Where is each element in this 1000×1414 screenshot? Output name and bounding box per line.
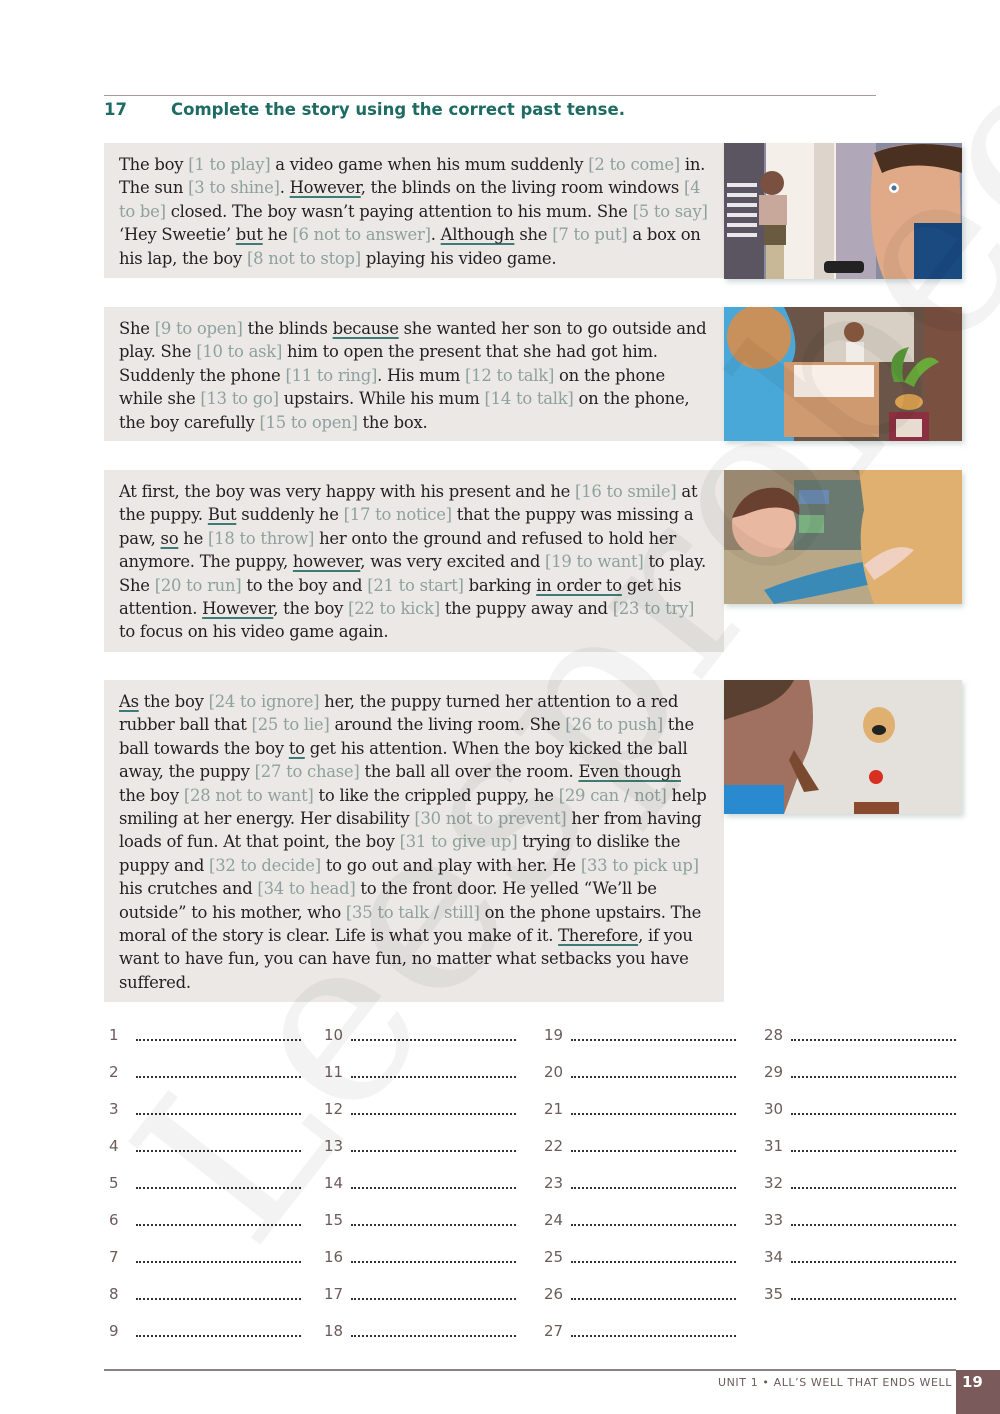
story-text: , was very excited and	[360, 552, 546, 572]
answer-blank-field[interactable]	[136, 1326, 301, 1337]
verb-prompt: [16 to smile]	[575, 482, 677, 501]
answer-row	[109, 1321, 301, 1341]
answer-blank-field[interactable]	[136, 1067, 301, 1078]
verb-prompt: [33 to pick up]	[580, 855, 699, 875]
answer-number: 18	[324, 1322, 344, 1340]
story-text: on the phone while she	[119, 365, 665, 409]
exercise-instruction: Complete the story using the correct past tense.	[171, 99, 625, 119]
story-text: get his attention.	[119, 575, 682, 619]
answer-row	[324, 1136, 516, 1156]
answer-number: 6	[109, 1211, 119, 1229]
verb-prompt: [3 to shine]	[188, 178, 280, 198]
story-image-1	[724, 143, 962, 279]
answer-blank-field[interactable]	[791, 1252, 956, 1263]
answer-row	[544, 1247, 736, 1267]
answer-row	[544, 1284, 736, 1304]
verb-prompt: [35 to talk / still]	[345, 902, 480, 922]
story-text: her from having loads of fun. At that point, the boy	[119, 809, 702, 852]
verb-prompt: [9 to open]	[154, 319, 243, 338]
answer-blank-field[interactable]	[351, 1067, 516, 1078]
story-text: the blinds	[242, 319, 333, 338]
story-text: him to open the present that she had got him. Suddenly the phone	[119, 342, 658, 385]
answer-blank-field[interactable]	[791, 1104, 956, 1115]
story-text: a video game when his mum suddenly	[270, 155, 589, 174]
answer-number: 5	[109, 1174, 119, 1192]
answer-blank-field[interactable]	[571, 1104, 736, 1115]
answer-number: 24	[544, 1211, 564, 1229]
verb-prompt: [14 to talk]	[484, 389, 574, 409]
verb-prompt: [27 to chase]	[254, 762, 360, 782]
story-paragraph-2	[104, 307, 724, 441]
answer-number: 30	[764, 1100, 784, 1118]
answer-row	[109, 1136, 301, 1156]
answer-row	[544, 1321, 736, 1341]
story-text: her onto the ground and refused to hold her anymore. The puppy,	[119, 528, 676, 572]
story-paragraph-4	[104, 680, 724, 1002]
story-image-2	[724, 307, 962, 441]
answer-number: 15	[324, 1211, 344, 1229]
story-text: around the living room. She	[329, 715, 566, 735]
story-text: help smiling at her energy. Her disability	[119, 785, 707, 829]
exercise-header	[104, 98, 625, 120]
story-text: to the boy and	[241, 575, 368, 595]
story-text: playing his video game.	[360, 248, 557, 268]
story-text: trying to dislike the puppy and	[119, 832, 681, 875]
verb-prompt: [30 not to prevent]	[414, 809, 567, 829]
story-text: at the puppy.	[119, 482, 698, 525]
answer-blank-field[interactable]	[351, 1252, 516, 1263]
story-text: that the puppy was missing a paw,	[119, 505, 694, 548]
story-text: he	[262, 225, 293, 245]
verb-prompt: [20 to run]	[154, 575, 242, 595]
story-text: .	[430, 225, 441, 245]
answer-number: 26	[544, 1285, 564, 1303]
answer-number: 20	[544, 1063, 564, 1081]
answer-number: 12	[324, 1100, 344, 1118]
answer-number: 7	[109, 1248, 119, 1266]
answer-number: 23	[544, 1174, 564, 1192]
verb-prompt: [17 to notice]	[343, 505, 452, 525]
answer-row	[544, 1099, 736, 1119]
answer-blank-field[interactable]	[571, 1215, 736, 1226]
linking-word: Although	[440, 225, 515, 245]
answer-row	[764, 1247, 956, 1267]
answer-row	[324, 1062, 516, 1082]
story-text: to focus on his video game again.	[119, 622, 389, 642]
story-text: the box.	[357, 412, 428, 432]
verb-prompt: [1 to play]	[188, 155, 271, 174]
answer-number: 27	[544, 1322, 564, 1340]
verb-prompt: [5 to say]	[632, 201, 708, 221]
answer-blank-field[interactable]	[136, 1252, 301, 1263]
linking-word: because	[332, 319, 399, 338]
verb-prompt: [15 to open]	[259, 412, 358, 432]
story-text: on the phone, the boy carefully	[119, 389, 690, 432]
verb-prompt: [13 to go]	[200, 389, 279, 409]
story-text: in. The sun	[119, 155, 706, 198]
story-text: ‘Hey Sweetie’	[119, 225, 236, 245]
answer-blank-field[interactable]	[136, 1030, 301, 1041]
top-divider	[104, 95, 876, 96]
answer-number: 29	[764, 1063, 784, 1081]
answer-row	[324, 1025, 516, 1045]
answer-row	[764, 1099, 956, 1119]
answer-row	[764, 1062, 956, 1082]
answer-number: 21	[544, 1100, 564, 1118]
story-text: She	[119, 319, 155, 338]
answer-blank-field[interactable]	[791, 1215, 956, 1226]
answer-blank-field[interactable]	[351, 1326, 516, 1337]
verb-prompt: [25 to lie]	[251, 715, 330, 735]
answer-blank-field[interactable]	[136, 1141, 301, 1152]
answer-blank-field[interactable]	[571, 1289, 736, 1300]
answer-number: 33	[764, 1211, 784, 1229]
answer-row	[109, 1247, 301, 1267]
answer-number: 9	[109, 1322, 119, 1340]
answer-blank-field[interactable]	[791, 1178, 956, 1189]
verb-prompt: [32 to decide]	[209, 855, 321, 875]
answer-blank-field[interactable]	[571, 1252, 736, 1263]
answer-row	[324, 1173, 516, 1193]
page-number: 19	[962, 1373, 983, 1391]
answer-row	[109, 1284, 301, 1304]
answer-number: 34	[764, 1248, 784, 1266]
footer-unit-title: UNIT 1 • ALL’S WELL THAT ENDS WELL	[717, 1376, 952, 1389]
answer-blank-field[interactable]	[571, 1141, 736, 1152]
answer-blank-field[interactable]	[351, 1215, 516, 1226]
verb-prompt: [7 to put]	[552, 225, 628, 245]
answer-blank-field[interactable]	[136, 1289, 301, 1300]
answer-row	[544, 1173, 736, 1193]
answer-row	[764, 1136, 956, 1156]
answer-number: 35	[764, 1285, 784, 1303]
answer-number: 2	[109, 1063, 119, 1081]
answer-blank-field[interactable]	[571, 1326, 736, 1337]
story-text: the ball all over the room.	[359, 762, 579, 782]
story-text: . His mum	[377, 365, 466, 385]
answer-number: 22	[544, 1137, 564, 1155]
answer-row	[544, 1136, 736, 1156]
answer-row	[109, 1025, 301, 1045]
answer-blank-field[interactable]	[791, 1141, 956, 1152]
answer-number: 19	[544, 1026, 564, 1044]
answer-number: 17	[324, 1285, 344, 1303]
story-text: get his attention. When the boy kicked the ball away, the puppy	[119, 738, 688, 782]
answer-number: 31	[764, 1137, 784, 1155]
verb-prompt: [22 to kick]	[348, 599, 440, 619]
answer-blank-field[interactable]	[571, 1067, 736, 1078]
verb-prompt: [8 not to stop]	[246, 248, 361, 268]
answer-blank-field[interactable]	[571, 1178, 736, 1189]
answer-blank-field[interactable]	[351, 1289, 516, 1300]
answer-blank-field[interactable]	[136, 1178, 301, 1189]
verb-prompt: [26 to push]	[565, 715, 663, 735]
story-text: to go out and play with her. He	[320, 855, 581, 875]
verb-prompt: [28 not to want]	[183, 785, 314, 805]
answer-row	[544, 1062, 736, 1082]
story-text: , the blinds on the living room windows	[360, 178, 684, 198]
linking-word: Even though	[578, 762, 681, 782]
verb-prompt: [34 to head]	[257, 879, 356, 899]
answer-blank-field[interactable]	[136, 1104, 301, 1115]
answer-row	[544, 1025, 736, 1045]
story-text: closed. The boy wasn’t paying attention to his mum. She	[165, 201, 633, 221]
answer-row	[109, 1099, 301, 1119]
linking-word: However	[202, 599, 274, 619]
answer-blank-field[interactable]	[351, 1030, 516, 1041]
bottom-divider	[104, 1369, 956, 1371]
story-text: At first, the boy was very happy with his present and he	[119, 482, 576, 501]
story-text: the boy	[119, 785, 184, 805]
verb-prompt: [12 to talk]	[465, 365, 555, 385]
answer-number: 4	[109, 1137, 119, 1155]
verb-prompt: [23 to try]	[612, 599, 695, 619]
answer-number: 3	[109, 1100, 119, 1118]
linking-word: However	[289, 178, 361, 198]
answer-blank-field[interactable]	[351, 1104, 516, 1115]
answer-blank-field[interactable]	[791, 1030, 956, 1041]
answer-number: 13	[324, 1137, 344, 1155]
linking-word: Therefore	[558, 926, 639, 946]
story-text: she	[514, 225, 553, 245]
answer-row	[544, 1210, 736, 1230]
story-text: her, the puppy turned her attention to a red rubber ball that	[119, 692, 679, 735]
answer-number: 10	[324, 1026, 344, 1044]
exercise-number: 17	[104, 99, 127, 119]
answer-blank-field[interactable]	[791, 1067, 956, 1078]
story-text: barking	[463, 575, 537, 595]
verb-prompt: [2 to come]	[588, 155, 680, 174]
linking-word: however	[292, 552, 361, 572]
answer-row	[109, 1210, 301, 1230]
answer-row	[109, 1062, 301, 1082]
story-text: to play. She	[119, 552, 706, 595]
linking-word: to	[288, 738, 305, 758]
answer-number: 32	[764, 1174, 784, 1192]
story-image-4	[724, 680, 962, 814]
story-paragraph-1	[104, 143, 724, 278]
story-text: the ball towards the boy	[119, 715, 694, 758]
answer-blank-field[interactable]	[136, 1215, 301, 1226]
verb-prompt: [29 can / not]	[558, 785, 667, 805]
answer-row	[764, 1173, 956, 1193]
answer-number: 11	[324, 1063, 344, 1081]
verb-prompt: [10 to ask]	[196, 342, 283, 362]
answer-blank-field[interactable]	[571, 1030, 736, 1041]
answer-number: 16	[324, 1248, 344, 1266]
story-text: upstairs. While his mum	[278, 389, 485, 409]
answer-blank-field[interactable]	[791, 1289, 956, 1300]
answer-row	[764, 1284, 956, 1304]
linking-word: so	[160, 528, 179, 548]
verb-prompt: [31 to give up]	[399, 832, 518, 852]
answer-row	[324, 1284, 516, 1304]
linking-word: But	[207, 505, 237, 525]
answer-number: 1	[109, 1026, 119, 1044]
story-text: The boy	[119, 155, 189, 174]
story-text: to like the crippled puppy, he	[313, 785, 559, 805]
answer-number: 14	[324, 1174, 344, 1192]
story-paragraph-3	[104, 470, 724, 652]
verb-prompt: [21 to start]	[367, 575, 464, 595]
answer-blank-field[interactable]	[351, 1141, 516, 1152]
answer-number: 8	[109, 1285, 119, 1303]
story-text: a box on his lap, the boy	[119, 225, 701, 268]
linking-word: but	[235, 225, 263, 245]
verb-prompt: [4 to be]	[119, 178, 701, 221]
story-text: she wanted her son to go outside and play. She	[119, 319, 707, 362]
answer-blank-field[interactable]	[351, 1178, 516, 1189]
story-text: .	[279, 178, 290, 198]
story-text: , if you want to have fun, you can have fun, no matter what setbacks you have suffered.	[119, 926, 693, 992]
verb-prompt: [6 not to answer]	[292, 225, 431, 245]
verb-prompt: [18 to throw]	[208, 528, 315, 548]
story-text: to the front door. He yelled “We’ll be outside” to his mother, who	[119, 879, 657, 922]
story-text: the boy	[138, 692, 209, 711]
story-text: suddenly he	[236, 505, 344, 525]
story-text: his crutches and	[119, 879, 258, 899]
verb-prompt: [19 to want]	[545, 552, 644, 572]
verb-prompt: [11 to ring]	[285, 365, 378, 385]
answer-row	[324, 1321, 516, 1341]
answer-row	[764, 1210, 956, 1230]
story-image-3	[724, 470, 962, 604]
story-text: he	[178, 528, 208, 548]
story-text: , the boy	[273, 599, 349, 619]
linking-word: As	[119, 692, 139, 711]
answer-row	[109, 1173, 301, 1193]
answer-number: 25	[544, 1248, 564, 1266]
answer-number: 28	[764, 1026, 784, 1044]
verb-prompt: [24 to ignore]	[208, 692, 320, 711]
story-text: the puppy away and	[439, 599, 613, 619]
answer-row	[324, 1247, 516, 1267]
linking-word: in order to	[536, 575, 622, 595]
answer-row	[324, 1099, 516, 1119]
answer-row	[764, 1025, 956, 1045]
story-text: on the phone upstairs. The moral of the story is clear. Life is what you make of it.	[119, 902, 702, 946]
answer-row	[324, 1210, 516, 1230]
